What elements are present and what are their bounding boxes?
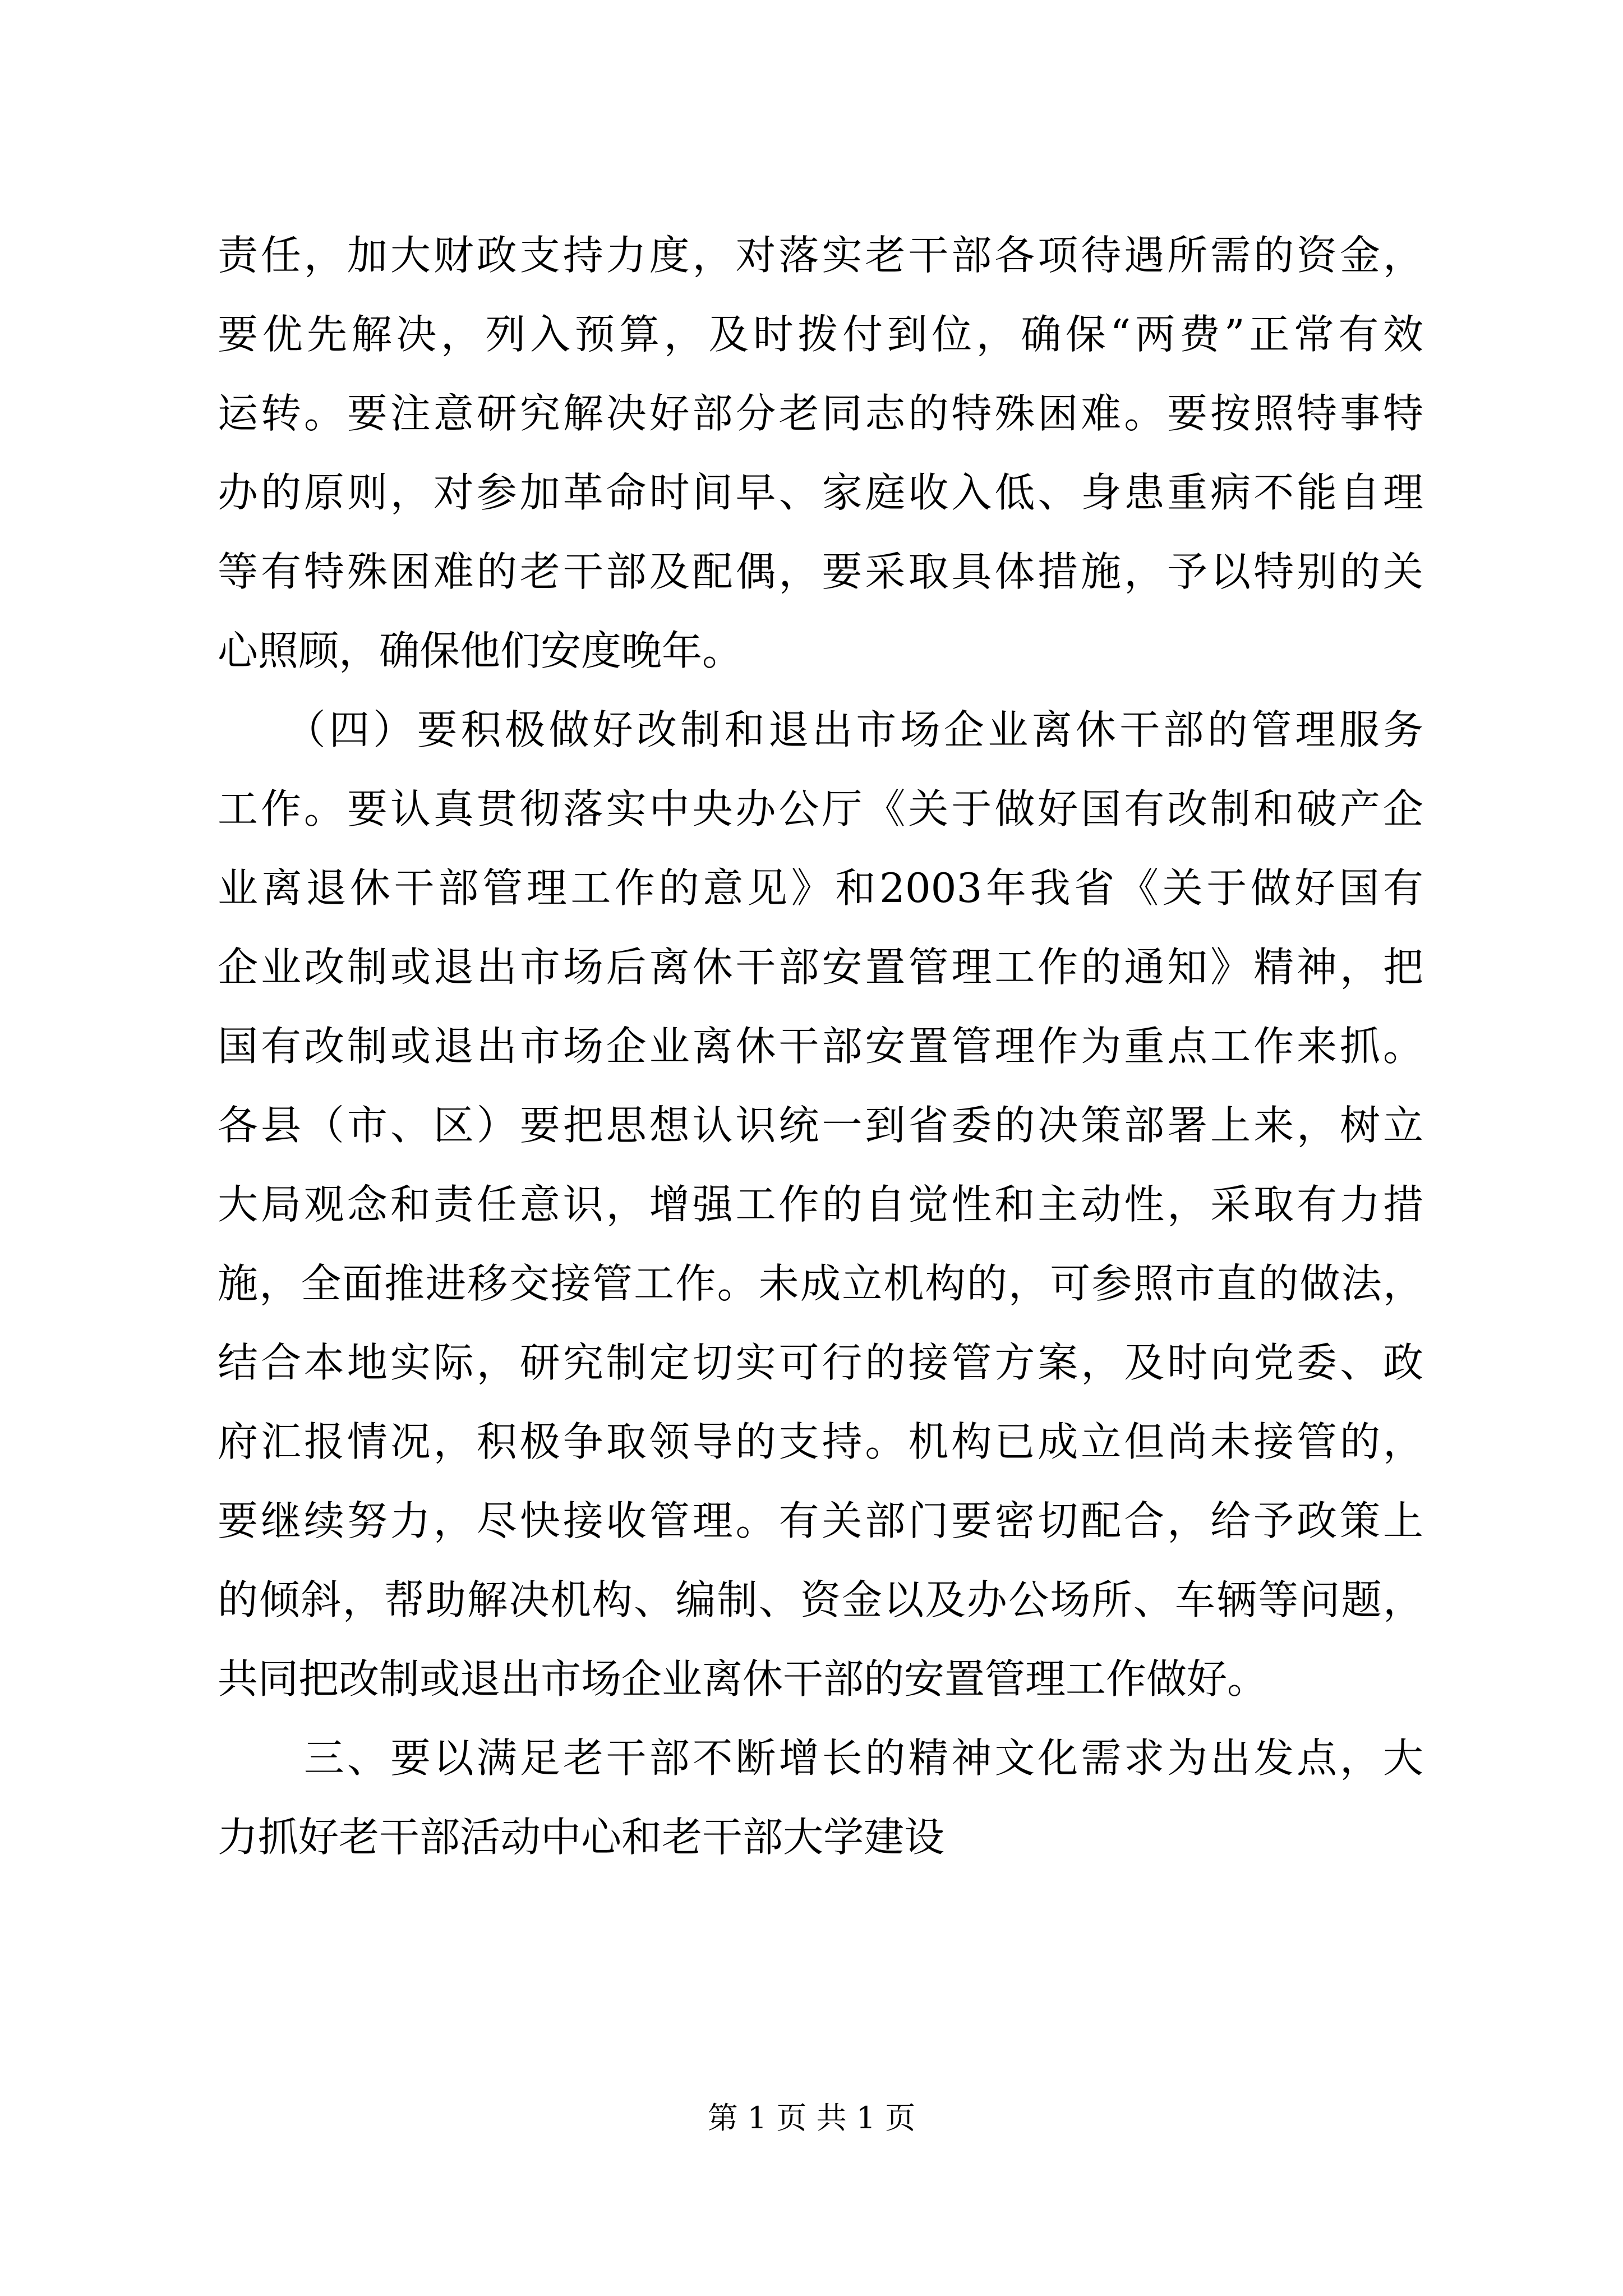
text-line: 等有特殊困难的老干部及配偶，要采取具体措施，予以特别的关	[218, 548, 1423, 595]
text-line: 办的原则，对参加革命时间早、家庭收入低、身患重病不能自理	[218, 469, 1423, 516]
text-line: 的倾斜，帮助解决机构、编制、资金以及办公场所、车辆等问题，	[218, 1576, 1423, 1623]
text-line: 施，全面推进移交接管工作。未成立机构的，可参照市直的做法，	[218, 1260, 1423, 1307]
text-line: 要优先解决，列入预算，及时拨付到位，确保“两费”正常有效	[218, 311, 1423, 358]
text-line: 各县（市、区）要把思想认识统一到省委的决策部署上来，树立	[218, 1102, 1423, 1149]
text-line: （四）要积极做好改制和退出市场企业离休干部的管理服务	[218, 706, 1423, 753]
text-line: 三、要以满足老干部不断增长的精神文化需求为出发点，大	[218, 1734, 1423, 1782]
text-line: 国有改制或退出市场企业离休干部安置管理作为重点工作来抓。	[218, 1023, 1423, 1070]
text-line: 运转。要注意研究解决好部分老同志的特殊困难。要按照特事特	[218, 390, 1423, 437]
text-line: 企业改制或退出市场后离休干部安置管理工作的通知》精神，把	[218, 944, 1423, 991]
text-line: 共同把改制或退出市场企业离休干部的安置管理工作做好。	[218, 1655, 1268, 1703]
text-line: 心照顾，确保他们安度晚年。	[218, 627, 743, 674]
text-line: 结合本地实际，研究制定切实可行的接管方案，及时向党委、政	[218, 1339, 1423, 1386]
text-line: 责任，加大财政支持力度，对落实老干部各项待遇所需的资金，	[218, 232, 1423, 279]
text-line: 力抓好老干部活动中心和老干部大学建设	[218, 1814, 945, 1861]
text-line: 大局观念和责任意识，增强工作的自觉性和主动性，采取有力措	[218, 1181, 1423, 1228]
page-number-footer: 第 1 页 共 1 页	[707, 2100, 916, 2136]
text-line: 要继续努力，尽快接收管理。有关部门要密切配合，给予政策上	[218, 1497, 1423, 1544]
text-line: 业离退休干部管理工作的意见》和2003年我省《关于做好国有	[218, 864, 1423, 912]
text-line: 工作。要认真贯彻落实中央办公厅《关于做好国有改制和破产企	[218, 785, 1423, 832]
body-text	[218, 216, 1423, 1877]
text-line: 府汇报情况，积极争取领导的支持。机构已成立但尚未接管的，	[218, 1418, 1423, 1465]
